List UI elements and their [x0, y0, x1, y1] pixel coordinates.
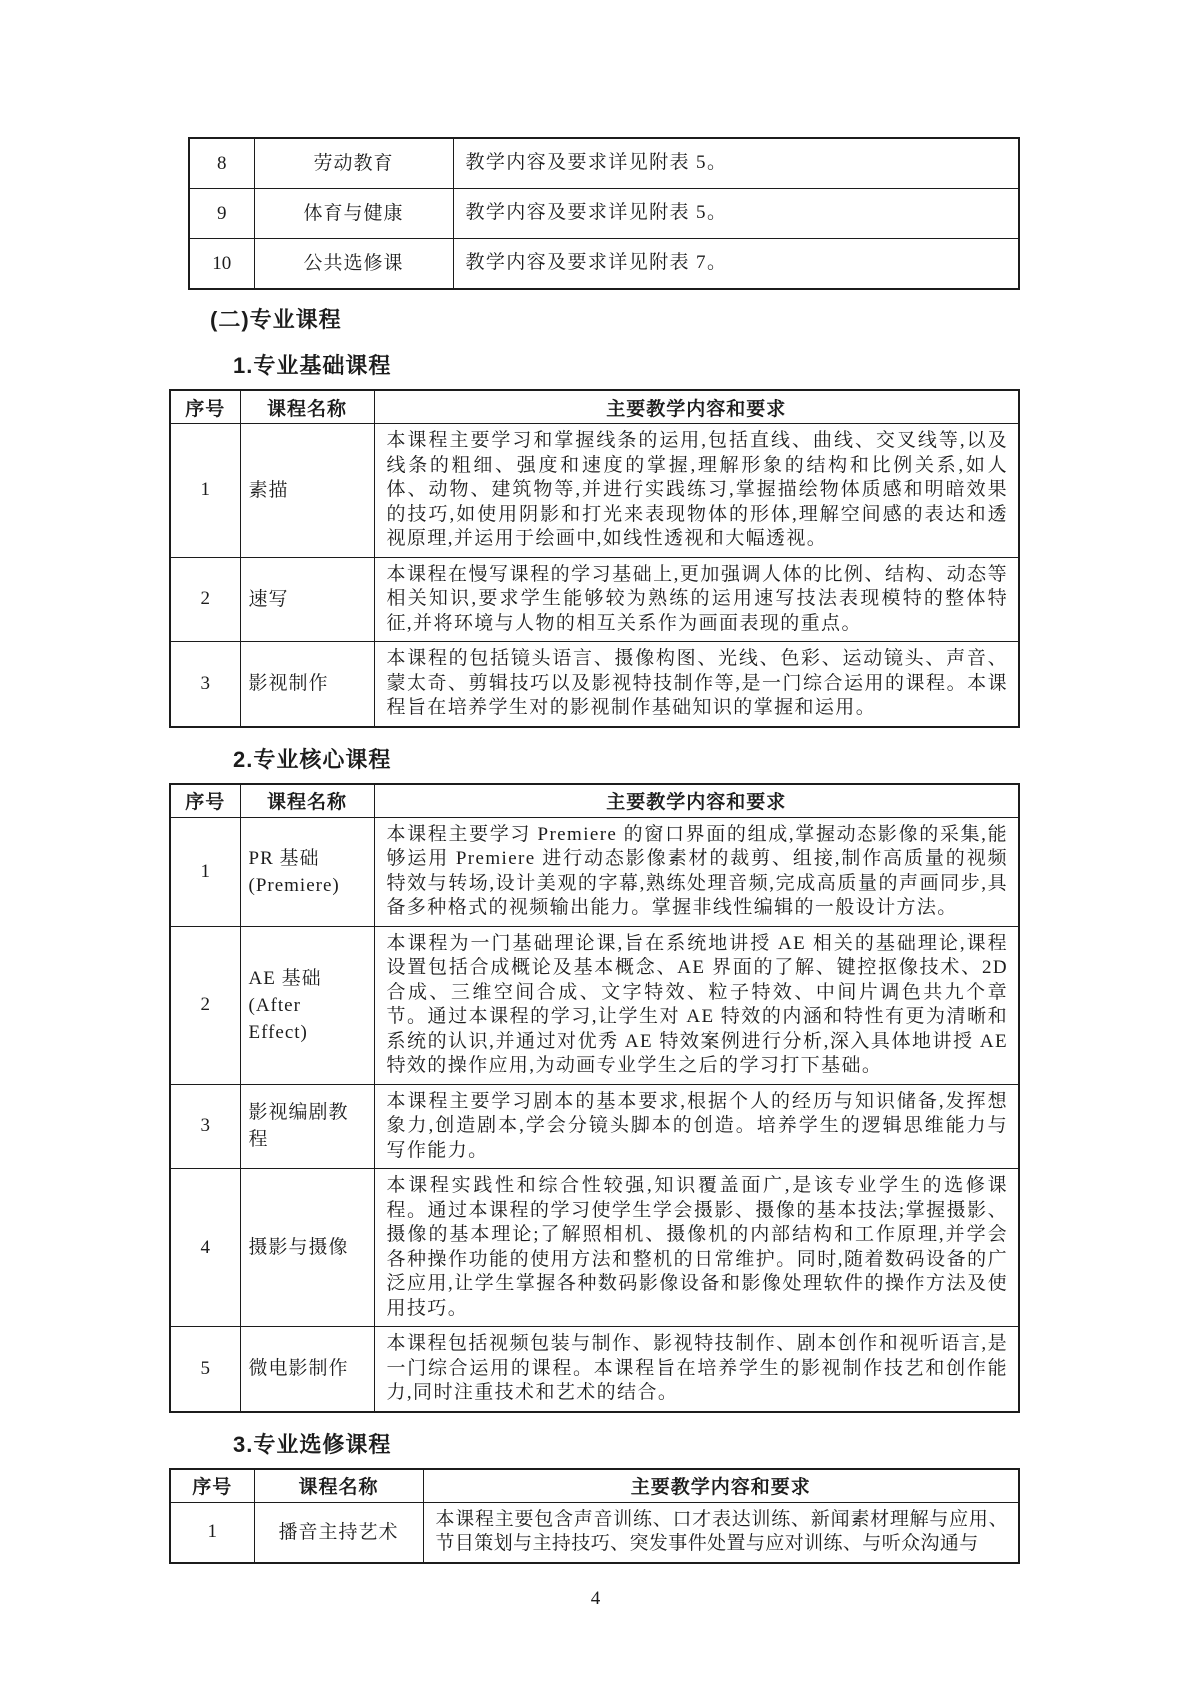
table-row: [189, 189, 1019, 239]
course-content-cell: 本课程主要学习剧本的基本要求,根据个人的经历与知识储备,发挥想象力,创造剧本,学会分镜头脚本的创造。培养学生的逻辑思维能力与写作能力。: [374, 1084, 1019, 1169]
course-name-cell: 微电影制作: [240, 1327, 374, 1412]
table-row: [170, 1502, 1019, 1563]
elective-courses-table: [169, 1468, 1020, 1564]
table-row: [189, 239, 1019, 290]
row-number-cell: 3: [170, 642, 240, 727]
table-row: [170, 557, 1019, 642]
subsection-heading-basic-courses: 1.专业基础课程: [233, 353, 392, 378]
course-content-cell: 本课程包括视频包装与制作、影视特技制作、剧本创作和视听语言,是一门综合运用的课程。本课程旨在培养学生的影视制作技艺和创作能力,同时注重技术和艺术的结合。: [374, 1327, 1019, 1412]
course-content-cell: 教学内容及要求详见附表 7。: [453, 239, 1019, 290]
course-content-cell: 本课程实践性和综合性较强,知识覆盖面广,是该专业学生的选修课程。通过本课程的学习使学生学会摄影、摄像的基本技法;掌握摄影、摄像的基本理论;了解照相机、摄像机的内部结构和工作原理,并学会各种操作功能的使用方法和整机的日常维护。同时,随着数码设备的广泛应用,让学生掌握各种数码影像设备和影像处理软件的操作方法及使用技巧。: [374, 1169, 1019, 1327]
course-name-cell: 影视编剧教程: [240, 1084, 374, 1169]
row-number-cell: 10: [189, 239, 254, 290]
page-number: 4: [590, 1588, 601, 1609]
table-row: [189, 138, 1019, 189]
course-content-cell: 本课程主要包含声音训练、口才表达训练、新闻素材理解与应用、节目策划与主持技巧、突发事件处置与应对训练、与听众沟通与: [423, 1502, 1019, 1563]
subsection-heading-elective-courses: 3.专业选修课程: [233, 1431, 392, 1457]
row-number-cell: 4: [170, 1169, 240, 1327]
table-row: [170, 926, 1019, 1084]
course-name-cell: 影视制作: [240, 642, 374, 727]
row-number-cell: 1: [170, 1502, 254, 1563]
row-number-cell: 1: [170, 424, 240, 558]
course-name-cell: 劳动教育: [254, 138, 453, 189]
basic-courses-table: [169, 389, 1020, 728]
table-row: [170, 642, 1019, 727]
column-header-content: 主要教学内容和要求: [423, 1469, 1019, 1503]
section-heading: (二)专业课程: [210, 307, 342, 332]
course-content-cell: 教学内容及要求详见附表 5。: [453, 189, 1019, 239]
row-number-cell: 2: [170, 926, 240, 1084]
column-header-no: 序号: [170, 1469, 254, 1503]
course-name-cell: PR 基础 (Premiere): [240, 817, 374, 926]
course-name-cell: 速写: [240, 557, 374, 642]
course-name-cell: AE 基础 (After Effect): [240, 926, 374, 1084]
column-header-course-name: 课程名称: [240, 390, 374, 424]
course-content-cell: 本课程的包括镜头语言、摄像构图、光线、色彩、运动镜头、声音、蒙太奇、剪辑技巧以及影视特技制作等,是一门综合运用的课程。本课程旨在培养学生对的影视制作基础知识的掌握和运用。: [374, 642, 1019, 727]
row-number-cell: 8: [189, 138, 254, 189]
course-name-cell: 摄影与摄像: [240, 1169, 374, 1327]
column-header-no: 序号: [170, 784, 240, 818]
row-number-cell: 9: [189, 189, 254, 239]
table-header-row: [170, 784, 1019, 818]
column-header-course-name: 课程名称: [240, 784, 374, 818]
course-content-cell: 教学内容及要求详见附表 5。: [453, 138, 1019, 189]
core-courses-table: [169, 783, 1020, 1413]
row-number-cell: 2: [170, 557, 240, 642]
course-name-cell: 公共选修课: [254, 239, 453, 290]
course-name-cell: 播音主持艺术: [254, 1502, 423, 1563]
column-header-content: 主要教学内容和要求: [374, 390, 1019, 424]
subsection-heading-core-courses: 2.专业核心课程: [233, 746, 392, 772]
row-number-cell: 3: [170, 1084, 240, 1169]
table-row: [170, 817, 1019, 926]
table-row: [170, 424, 1019, 558]
course-content-cell: 本课程为一门基础理论课,旨在系统地讲授 AE 相关的基础理论,课程设置包括合成概论及基本概念、AE 界面的了解、键控抠像技术、2D 合成、三维空间合成、文字特效、粒子特效、中间片调色共九个章节。通过本课程的学习,让学生对 AE 特效的内涵和特性有更为清晰和系统的认识,并通过对优秀 AE 特效案例进行分析,深入具体地讲授 AE 特效的操作应用,为动画专业学生之后的学习打下基础。: [374, 926, 1019, 1084]
general-courses-table: [188, 137, 1020, 290]
column-header-content: 主要教学内容和要求: [374, 784, 1019, 818]
table-row: [170, 1169, 1019, 1327]
row-number-cell: 5: [170, 1327, 240, 1412]
course-name-cell: 素描: [240, 424, 374, 558]
table-header-row: [170, 1469, 1019, 1503]
row-number-cell: 1: [170, 817, 240, 926]
course-content-cell: 本课程主要学习 Premiere 的窗口界面的组成,掌握动态影像的采集,能够运用 Premiere 进行动态影像素材的裁剪、组接,制作高质量的视频特效与转场,设计美观的字幕,熟练处理音频,完成高质量的声画同步,具备多种格式的视频输出能力。掌握非线性编辑的一般设计方法。: [374, 817, 1019, 926]
column-header-course-name: 课程名称: [254, 1469, 423, 1503]
course-name-cell: 体育与健康: [254, 189, 453, 239]
table-row: [170, 1327, 1019, 1412]
table-row: [170, 1084, 1019, 1169]
table-header-row: [170, 390, 1019, 424]
column-header-no: 序号: [170, 390, 240, 424]
course-content-cell: 本课程在慢写课程的学习基础上,更加强调人体的比例、结构、动态等相关知识,要求学生能够较为熟练的运用速写技法表现模特的整体特征,并将环境与人物的相互关系作为画面表现的重点。: [374, 557, 1019, 642]
course-content-cell: 本课程主要学习和掌握线条的运用,包括直线、曲线、交叉线等,以及线条的粗细、强度和速度的掌握,理解形象的结构和比例关系,如人体、动物、建筑物等,并进行实践练习,掌握描绘物体质感和明暗效果的技巧,如使用阴影和打光来表现物体的形体,理解空间感的表达和透视原理,并运用于绘画中,如线性透视和大幅透视。: [374, 424, 1019, 558]
